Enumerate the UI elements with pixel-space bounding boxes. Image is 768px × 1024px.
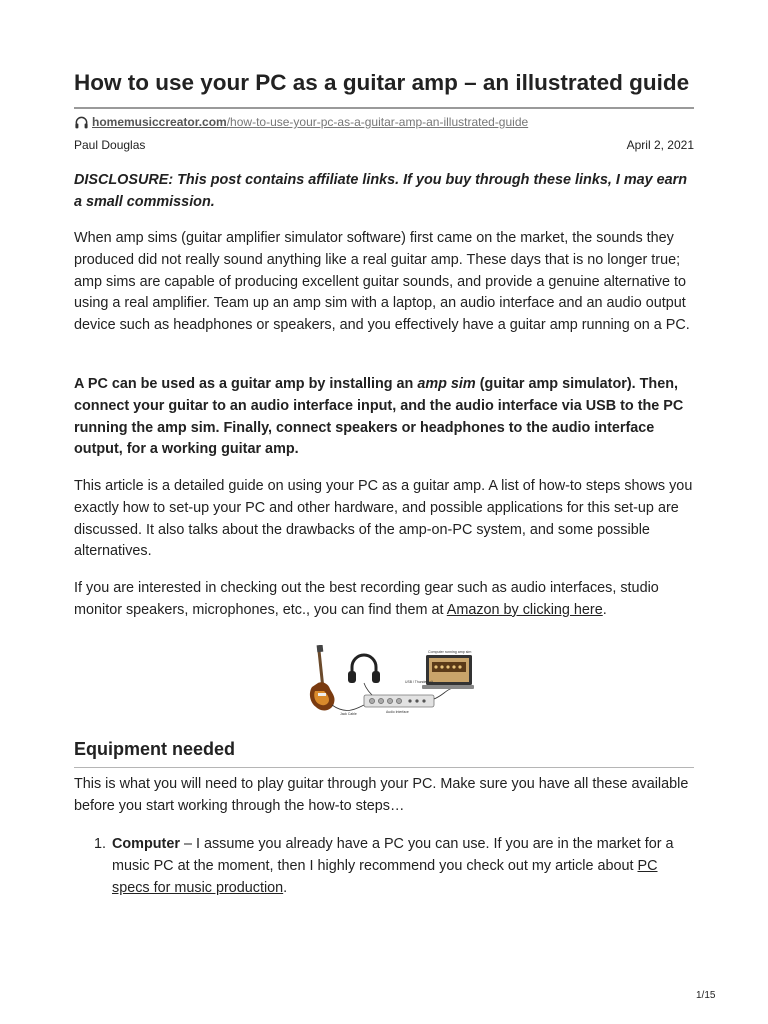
gear-paragraph <box>74 578 694 622</box>
source-url[interactable] <box>74 112 528 132</box>
equipment-list <box>94 834 694 899</box>
publish-date: April 2, 2021 <box>626 138 694 152</box>
page-title: How to use your PC as a guitar amp – an illustrated guide <box>74 70 690 95</box>
computer-label: Computer running amp sim <box>428 650 472 654</box>
summary-part2: (guitar amp simulator). Then, connect your guitar to an audio interface input, and the audio interface via USB to the PC running the amp sim. Finally, connect speakers or headphones to the audio interface output, for a working guitar amp. <box>74 376 684 458</box>
gear-end: . <box>602 601 607 618</box>
author-name: Paul Douglas <box>74 138 146 152</box>
list-item-end: . <box>283 879 288 896</box>
title-divider <box>74 107 694 109</box>
audio-interface-illustration <box>364 695 434 707</box>
jack-cable-label: Jack Cable <box>340 712 357 716</box>
usb-label: USB / Thunderbolt <box>405 680 433 684</box>
headphones-logo-icon <box>74 115 89 130</box>
source-domain[interactable]: homemusiccreator.com <box>92 115 227 129</box>
audio-interface-label: Audio Interface <box>386 710 409 714</box>
section-heading: Equipment needed <box>74 739 236 759</box>
guitar-illustration <box>310 645 335 710</box>
equipment-intro: This is what you will need to play guitar through your PC. Make sure you have all these available before you start working through the how-to steps… <box>74 776 689 814</box>
pc-specs-link[interactable]: PC specs for music production <box>112 857 658 896</box>
summary-paragraph <box>74 374 694 461</box>
summary-part1: A PC can be used as a guitar amp by installing an <box>74 376 418 392</box>
section-divider <box>74 767 694 768</box>
intro-paragraph: When amp sims (guitar amplifier simulator software) first came on the market, the sounds they produced did not really sound anything like a real guitar amp. These days that is no longer true; amp sims are capable of producing excellent guitar sounds, and provide a genuine alternative to using a real amplifier. Team up an amp sim with a laptop, an audio interface and an audio output device such as headphones or speakers, and you effectively have a guitar amp running on a PC. <box>74 230 690 334</box>
list-item-text: – I assume you already have a PC you can use. If you are in the market for a music PC at the moment, then I highly recommend you check out my article about <box>112 836 674 874</box>
guide-paragraph: This article is a detailed guide on using your PC as a guitar amp. A list of how-to steps shows you exactly how to set-up your PC and other hardware, and possible applications for this set-up are discussed. It also talks about the drawbacks of the amp-on-PC system, and some possible alternatives. <box>74 478 693 560</box>
headphones-illustration <box>348 655 380 697</box>
disclosure-text: DISCLOSURE: This post contains affiliate links. If you buy through these links, I may earn a small commission. <box>74 172 688 210</box>
page-number: 1/15 <box>696 990 716 1001</box>
amazon-link[interactable]: Amazon by clicking here <box>446 601 603 618</box>
source-path[interactable]: /how-to-use-your-pc-as-a-guitar-amp-an-illustrated-guide <box>226 115 529 129</box>
summary-emphasis: amp sim <box>417 376 476 392</box>
list-item-number: 1. <box>94 836 107 852</box>
list-item <box>94 834 694 899</box>
setup-diagram <box>306 645 474 717</box>
list-item-term: Computer <box>112 836 180 852</box>
gear-text: If you are interested in checking out the best recording gear such as audio interfaces, studio monitor speakers, microphones, etc., you can find them at <box>74 580 659 618</box>
